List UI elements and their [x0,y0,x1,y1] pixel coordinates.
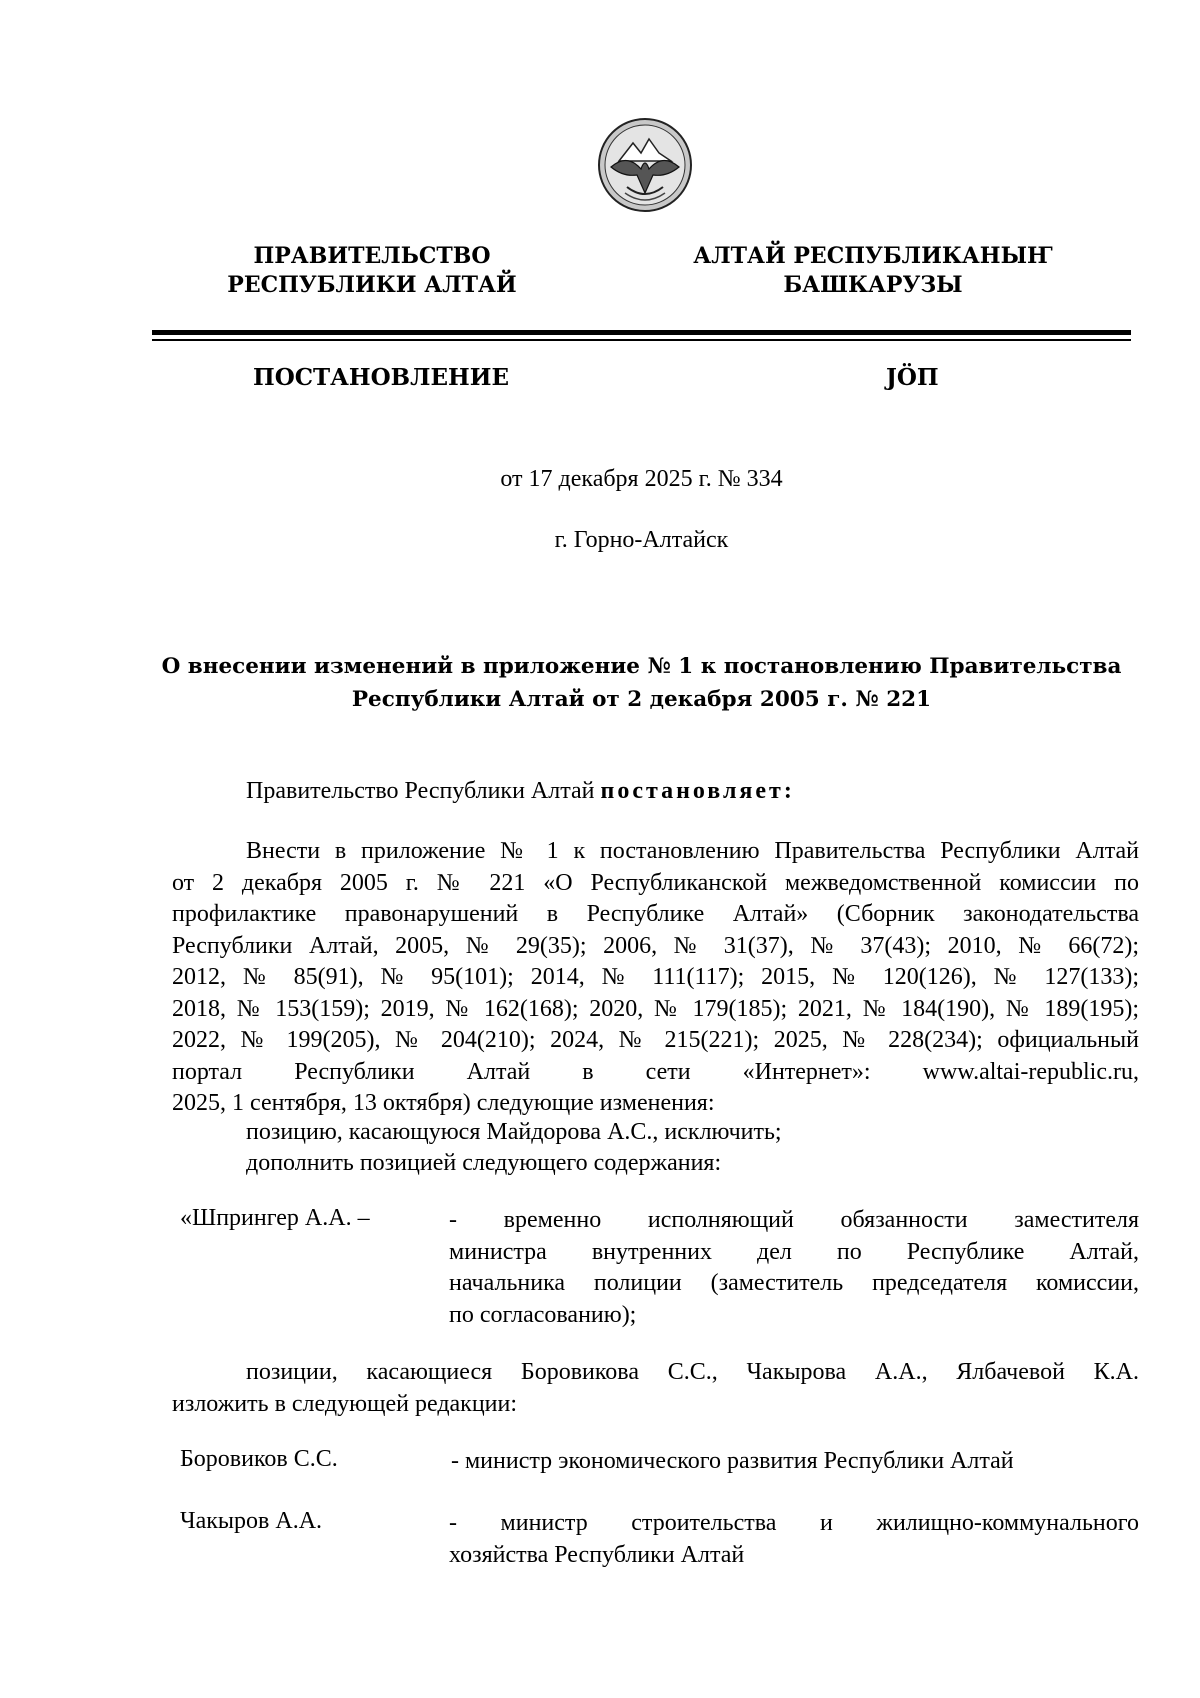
main-paragraph-line: профилактике правонарушений в Республике Алтай» (Сборник законодательства [172,901,1139,927]
header-right-line1: АЛТАЙ РЕСПУБЛИКАНЫҤ [693,243,1053,269]
main-paragraph-line: 2025, 1 сентября, 13 октября) следующие изменения: [172,1090,715,1116]
new-position-desc-line: - временно исполняющий обязанности заместителя [449,1207,1139,1233]
position-desc-line: - министр экономического развития Республики Алтай [451,1448,1014,1474]
new-position-desc [449,1205,1139,1331]
position-desc-chakyrov [449,1508,1139,1571]
main-paragraph-line: портал Республики Алтай в сети «Интернет»: www.altai-republic.ru, [172,1058,1139,1085]
emblem-graphic [597,117,693,213]
title-line1: О внесении изменений в приложение № 1 к постановлению Правительства [161,654,1122,679]
position-desc-borovikov [449,1446,1139,1478]
decree-statement [246,778,795,805]
edit-paragraph-line: позиции, касающиеся Боровикова С.С., Чакырова А.А., Ялбачевой К.А. [246,1359,1139,1385]
new-position-desc-line: начальника полиции (заместитель председателя комиссии, [449,1270,1139,1296]
header-government-ru [172,242,572,300]
main-paragraph-line: 2012, № 85(91), № 95(101); 2014, № 111(117); 2015, № 120(126), № 127(133); [172,964,1139,990]
decree-prefix: Правительство Республики Алтай [246,778,601,804]
position-desc-line: - министр строительства и жилищно-коммунального [449,1510,1139,1536]
doc-type-alt: JӦП [886,364,939,391]
city: г. Горно-Алтайск [554,527,729,553]
date-number: от 17 декабря 2025 г. № 334 [500,466,783,492]
edit-paragraph [172,1357,1139,1420]
main-paragraph-line: от 2 декабря 2005 г. № 221 «О Республиканской межведомственной комиссии по [172,869,1139,896]
main-paragraph-line: 2022, № 199(205), № 204(210); 2024, № 215(221); 2025, № 228(234); официальный [172,1027,1139,1053]
new-position-name: «Шпрингер А.А. – [180,1205,370,1231]
header-rule-thick [152,330,1131,335]
main-paragraph-line: Внести в приложение № 1 к постановлению Правительства Республики Алтай [246,838,1139,864]
title-line2: Республики Алтай от 2 декабря 2005 г. № 221 [351,687,932,712]
position-name-chakyrov: Чакыров А.А. [180,1508,323,1534]
position-name-borovikov: Боровиков С.С. [180,1446,338,1472]
main-paragraph [172,836,1139,1120]
add-line: дополнить позицией следующего содержания: [246,1150,722,1176]
decree-colon: : [783,778,795,804]
decree-verb: постановляет [600,778,784,804]
header-right-line2: БАШКАРУЗЫ [783,272,963,298]
exclude-line: позицию, касающуюся Майдорова А.С., исключить; [246,1119,782,1145]
header-left-line2: РЕСПУБЛИКИ АЛТАЙ [227,272,517,298]
document-title [152,650,1131,716]
header-rule-thin [152,339,1131,341]
new-position-desc-line: министра внутренних дел по Республике Алтай, [449,1238,1139,1265]
altai-republic-emblem [597,117,693,213]
main-paragraph-line: Республики Алтай, 2005, № 29(35); 2006, № 31(37), № 37(43); 2010, № 66(72); [172,932,1139,959]
new-position-desc-line: по согласованию); [449,1301,637,1328]
header-government-alt [673,242,1073,300]
main-paragraph-line: 2018, № 153(159); 2019, № 162(168); 2020, № 179(185); 2021, № 184(190), № 189(195); [172,995,1139,1022]
doc-type-ru: ПОСТАНОВЛЕНИЕ [253,364,509,391]
edit-paragraph-line: изложить в следующей редакции: [172,1390,518,1417]
header-left-line1: ПРАВИТЕЛЬСТВО [253,243,491,269]
position-desc-line: хозяйства Республики Алтай [449,1541,745,1568]
